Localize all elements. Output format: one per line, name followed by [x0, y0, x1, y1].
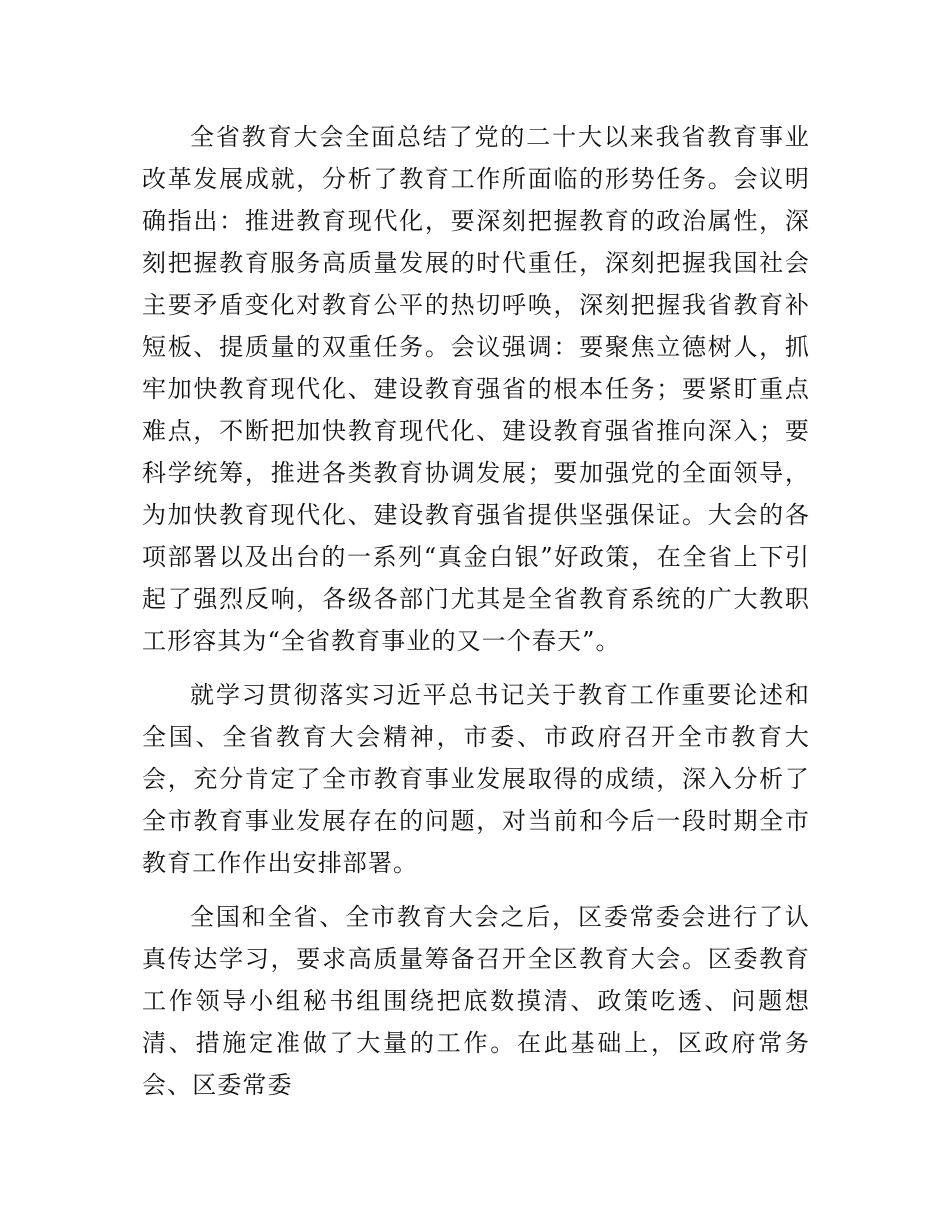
document-body — [142, 116, 810, 1118]
paragraph-3: 全国和全省、全市教育大会之后，区委常委会进行了认真传达学习，要求高质量筹备召开全区教育大会。区委教育工作领导小组秘书组围绕把底数摸清、政策吃透、问题想清、措施定准做了大量的工作。在此基础上，区政府常务会、区委常委 — [142, 903, 810, 1099]
paragraph-1: 全省教育大会全面总结了党的二十大以来我省教育事业改革发展成就，分析了教育工作所面临的形势任务。会议明确指出：推进教育现代化，要深刻把握教育的政治属性，深刻把握教育服务高质量发展的时代重任，深刻把握我国社会主要矛盾变化对教育公平的热切呼唤，深刻把握我省教育补短板、提质量的双重任务。会议强调：要聚焦立德树人，抓牢加快教育现代化、建设教育强省的根本任务；要紧盯重点难点，不断把加快教育现代化、建设教育强省推向深入；要科学统筹，推进各类教育协调发展；要加强党的全面领导，为加快教育现代化、建设教育强省提供坚强保证。大会的各项部署以及出台的一系列“真金白银”好政策，在全省上下引起了强烈反响，各级各部门尤其是全省教育系统的广大教职工形容其为“全省教育事业的又一个春天”。 — [142, 123, 810, 655]
paragraph-2: 就学习贯彻落实习近平总书记关于教育工作重要论述和全国、全省教育大会精神，市委、市政府召开全市教育大会，充分肯定了全市教育事业发展取得的成绩，深入分析了全市教育事业发展存在的问题，对当前和今后一段时期全市教育工作作出安排部署。 — [142, 681, 810, 877]
